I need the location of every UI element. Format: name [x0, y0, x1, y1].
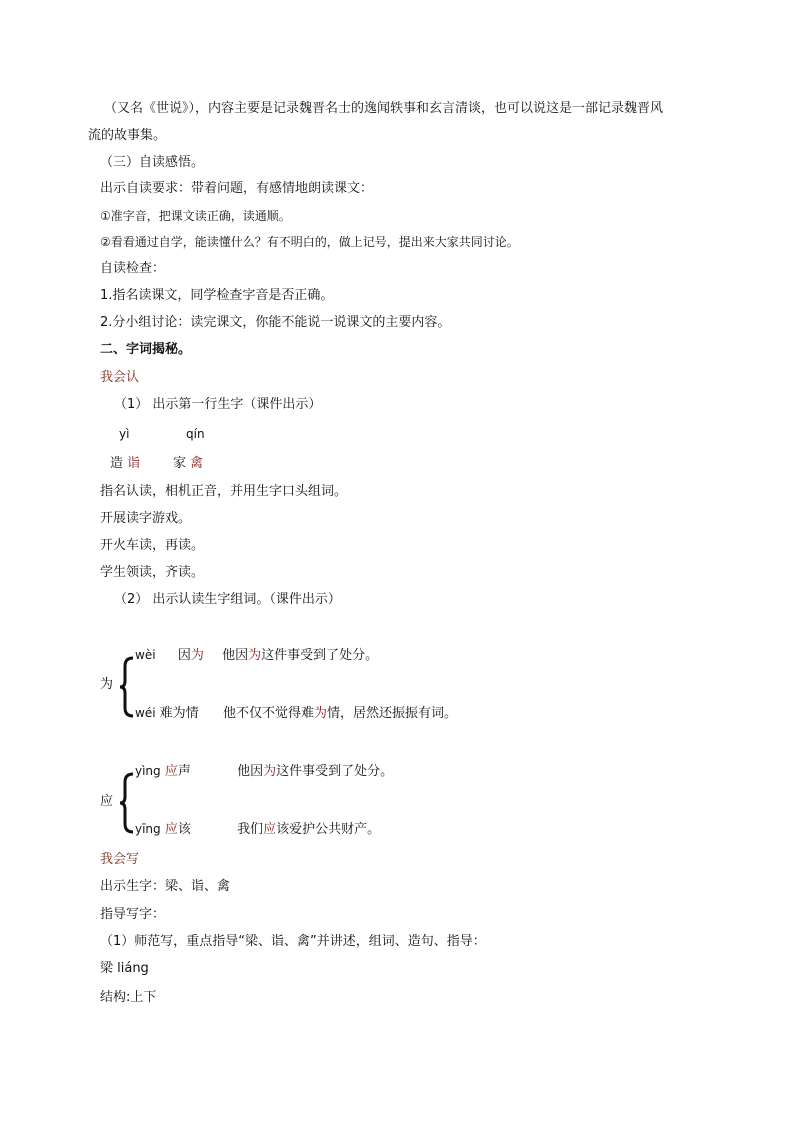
recognize-line-c: 开火车读，再读。 [100, 538, 205, 553]
self-read-requirement: 出示自读要求：带着问题，有感情地朗读课文： [100, 181, 374, 196]
poly2-r1-word-a: 应 [164, 764, 178, 779]
poly2-r1-sent-c: 这件事受到了处分。 [276, 764, 394, 779]
poly1-r2-word: 难为情 [159, 706, 199, 721]
poly2-r2-sent-a: 我们 [237, 822, 264, 837]
write-structure: 结构:上下 [100, 990, 157, 1005]
poly1-r2-pinyin: wéi [135, 706, 156, 720]
poly2-r1-sent-b: 为 [263, 764, 277, 779]
poly2-r1-word-b: 声 [177, 764, 191, 779]
poly2-r1-pinyin: yìng [135, 764, 161, 778]
poly1-r1-word-b: 为 [190, 648, 204, 663]
poly2-row2 [135, 820, 380, 839]
poly2-char: 应 [100, 794, 114, 809]
poly2-r2-sent-c: 该爱护公共财产。 [276, 822, 381, 837]
poly1-r2-sent-c: 情，居然还振振有词。 [327, 706, 458, 721]
para1-line1: （又名《世说》），内容主要是记录魏晋名士的逸闻轶事和玄言清谈，也可以说这是一部记录魏晋风 [104, 101, 664, 116]
poly1-brace [117, 656, 137, 718]
recognize-step-1: （1） 出示第一行生字（课件出示） [114, 397, 322, 412]
self-read-check-1: 1.指名读课文，同学检查字音是否正确。 [100, 288, 334, 303]
recognize-title: 我会认 [100, 370, 140, 385]
poly1-r1-word-a: 因 [177, 648, 191, 663]
char-jia: 家 [173, 456, 187, 471]
word-jiaqin [173, 455, 203, 473]
poly2-r2-word-a: 应 [164, 822, 178, 837]
poly1-r2-sent-a: 他不仅不觉得难 [222, 706, 314, 721]
poly2-row1 [135, 762, 393, 781]
poly2-r2-sent-b: 应 [263, 822, 277, 837]
poly1-r1-sent-a: 他因 [222, 648, 249, 663]
pinyin-yi: yì [119, 427, 130, 441]
recognize-step-2: （2） 出示认读生字组词。（课件出示） [114, 592, 341, 607]
write-liang: 梁 liáng [100, 961, 149, 976]
poly1-r1-pinyin: wèi [135, 648, 156, 662]
poly2-r2-pinyin: yīng [135, 822, 161, 836]
self-read-item-2: ②看看通过自学，能读懂什么？有不明白的，做上记号，提出来大家共同讨论。 [100, 235, 519, 249]
char-yi: 诣 [127, 456, 141, 471]
poly1-char: 为 [100, 677, 114, 692]
section3-title: （三）自读感悟。 [100, 155, 205, 170]
self-read-check-title: 自读检查： [100, 261, 166, 276]
write-step-1: （1）师范写，重点指导“梁、诣、禽”并讲述，组词、造句、指导： [100, 934, 486, 949]
write-title: 我会写 [100, 852, 140, 867]
recognize-line-a: 指名认读，相机正音，并用生字口头组词。 [100, 484, 348, 499]
para1-line2: 流的故事集。 [88, 128, 167, 143]
self-read-check-2: 2.分小组讨论：读完课文，你能不能说一说课文的主要内容。 [100, 315, 451, 330]
poly1-row1 [135, 646, 378, 665]
char-qin: 禽 [190, 456, 204, 471]
recognize-line-d: 学生领读，齐读。 [100, 565, 205, 580]
word-zaoyi [110, 455, 140, 473]
recognize-line-b: 开展读字游戏。 [100, 511, 192, 526]
write-guide: 指导写字： [100, 907, 166, 922]
poly1-r1-sent-c: 这件事受到了处分。 [261, 648, 379, 663]
poly1-r1-sent-b: 为 [248, 648, 262, 663]
poly1-row2 [135, 704, 457, 723]
write-chars: 出示生字：梁、诣、禽 [100, 879, 231, 894]
char-zao: 造 [110, 456, 124, 471]
poly1-r2-sent-b: 为 [313, 706, 327, 721]
poly2-r1-sent-a: 他因 [237, 764, 264, 779]
self-read-item-1: ①准字音，把课文读正确，读通顺。 [100, 209, 291, 223]
poly2-r2-word-b: 该 [177, 822, 191, 837]
part2-title: 二、字词揭秘。 [100, 342, 192, 357]
pinyin-qin: qín [186, 427, 205, 441]
poly2-brace [117, 772, 137, 834]
